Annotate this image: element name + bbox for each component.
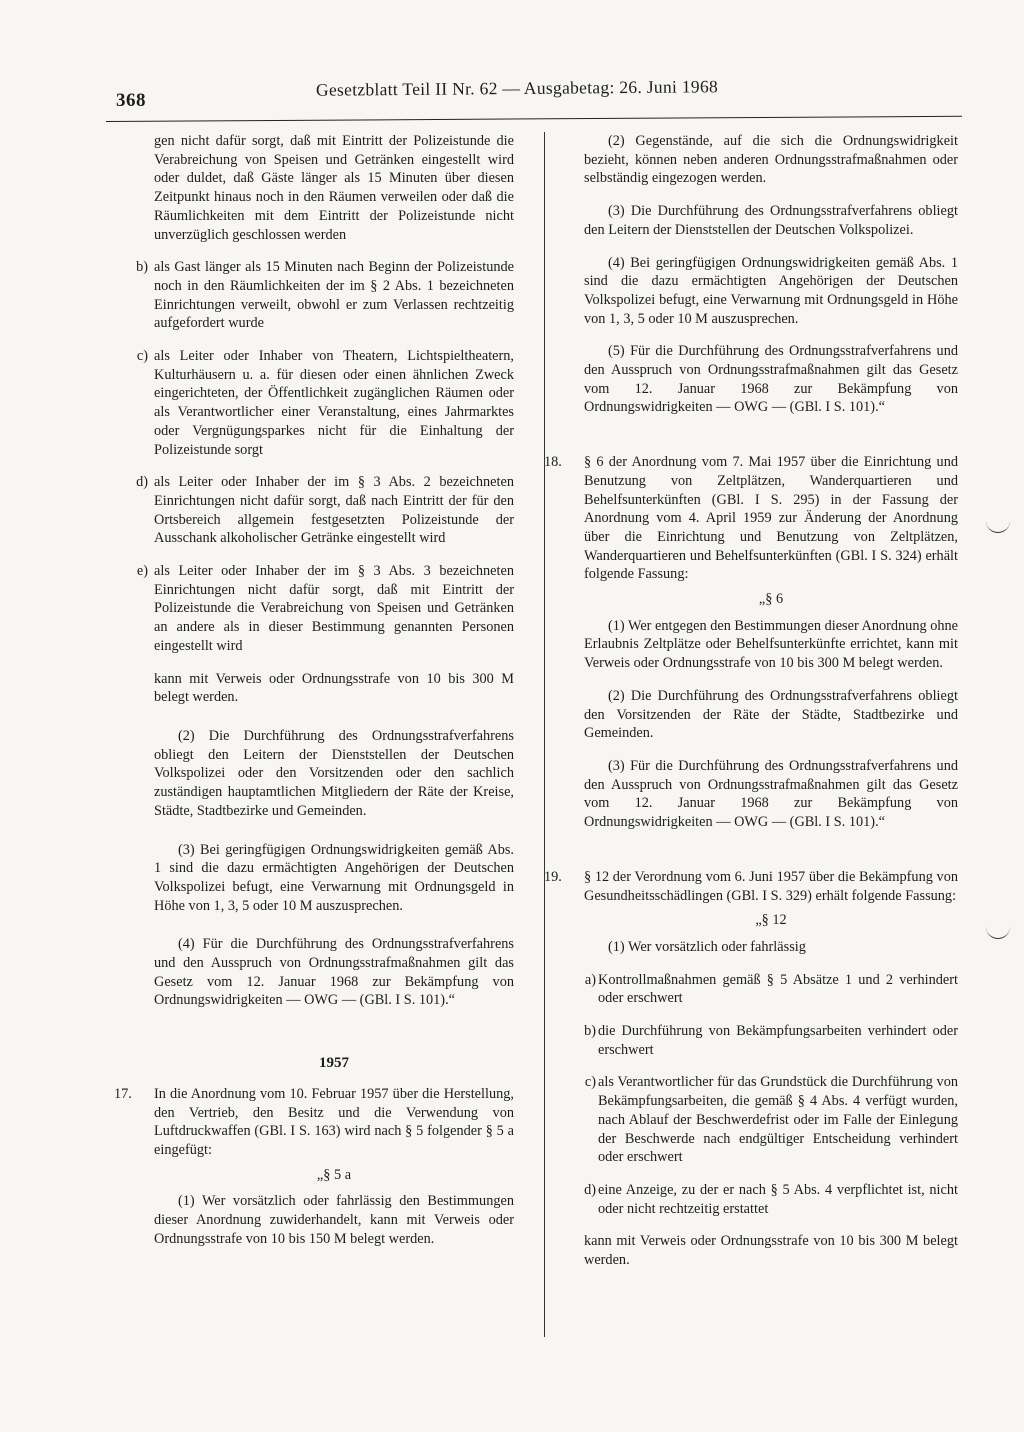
article-17 bbox=[114, 1085, 514, 1160]
item-label: e) bbox=[136, 563, 148, 580]
section-6-paragraph-1: (1) Wer entgegen den Bestimmungen dieser Anordnung ohne Erlaubnis Zeltplätze oder Behelfsunterkünfte errichtet, kann mit Verweis oder Ordnungsstrafe von 10 bis 300 M belegt werden. bbox=[584, 617, 958, 672]
item-text: eine Anzeige, zu der er nach § 5 Abs. 4 verpflichtet ist, nicht oder nicht rechtzeitig erstattet bbox=[598, 1181, 958, 1217]
page-header bbox=[0, 0, 1024, 130]
penalty-clause: kann mit Verweis oder Ordnungsstrafe von 10 bis 300 M belegt werden. bbox=[154, 670, 514, 706]
item-text: als Verantwortlicher für das Grundstück die Durchführung von Bekämpfungsarbeiten, die gemäß § 4 Abs. 4 verfügt wurden, nach Ablauf der Beschwerdefrist oder im Falle der Einlegung der Beschwerde nach endgültiger Entscheidung verhindert oder erschwert bbox=[598, 1074, 958, 1166]
item-label: c) bbox=[584, 1074, 596, 1091]
article-number: 19. bbox=[544, 868, 562, 885]
item-text: als Leiter oder Inhaber der im § 3 Abs. 2 bezeichneten Einrichtungen nicht dafür sorgt, daß nach Eintritt der für den Ortsbereich allgemein festgesetzten Polizeistunde der Ausschank alkoholischer Getränke eingestellt wird bbox=[154, 474, 514, 547]
section-heading-6: „§ 6 bbox=[758, 591, 784, 608]
continued-text: gen nicht dafür sorgt, daß mit Eintritt der Polizeistunde die Verabreichung von Speisen und Getränken eingestellt wird oder duldet, daß Gäste länger als 15 Minuten über diesen Zeitpunkt hinaus noch in den Räumen verweilen oder daß die Räumlichkeiten mit dem Eintritt der Polizeistunde nicht unverzüglich geschlossen werden bbox=[154, 133, 514, 243]
margin-mark bbox=[986, 518, 1010, 533]
page-number: 368 bbox=[116, 90, 146, 111]
article-19 bbox=[544, 868, 958, 905]
item-text: als Gast länger als 15 Minuten nach Beginn der Polizeistunde noch in den Räumlichkeiten der im § 2 Abs. 1 bezeichneten Einrichtungen verweilt, obwohl er zum Verlassen rechtzeitig aufgefordert wurde bbox=[154, 259, 514, 332]
list-item-d bbox=[584, 1181, 958, 1218]
penalty-clause: kann mit Verweis oder Ordnungsstrafe von 10 bis 300 M belegt werden. bbox=[584, 1233, 958, 1269]
margin-mark bbox=[986, 924, 1010, 939]
paragraph-2: (2) Die Durchführung des Ordnungsstrafverfahrens obliegt den Leitern der Dienststellen der Deutschen Volkspolizei oder den Vorsitzenden oder den sachlich zuständigen hauptamtlichen Mitgliedern der Räte der Kreise, Städte, Stadtbezirke und Gemeinden. bbox=[154, 727, 514, 819]
section-5a-paragraph-1: (1) Wer vorsätzlich oder fahrlässig den Bestimmungen dieser Anordnung zuwiderhandelt, kann mit Verweis oder Ordnungsstrafe von 10 bis 150 M belegt werden. bbox=[154, 1193, 514, 1247]
item-label: b) bbox=[584, 1023, 596, 1040]
article-text: § 12 der Verordnung vom 6. Juni 1957 über die Bekämpfung von Gesundheitsschädlingen (GBl. I S. 329) erhält folgende Fassung: bbox=[584, 868, 958, 904]
list-item-a bbox=[584, 971, 958, 1008]
year-heading: 1957 bbox=[319, 1055, 349, 1072]
section-heading-12: „§ 12 bbox=[755, 912, 787, 929]
section-12-paragraph-1: (1) Wer vorsätzlich oder fahrlässig bbox=[608, 938, 806, 955]
paragraph-2: (2) Gegenstände, auf die sich die Ordnungswidrigkeit bezieht, können neben anderen Ordnungsstrafmaßnahmen oder selbständig eingezogen werden. bbox=[584, 133, 958, 187]
paragraph-3: (3) Die Durchführung des Ordnungsstrafverfahrens obliegt den Leitern der Dienststellen der Deutschen Volkspolizei. bbox=[584, 203, 958, 238]
article-18 bbox=[544, 453, 958, 584]
section-6-paragraph-3: (3) Für die Durchführung des Ordnungsstrafverfahrens und den Ausspruch von Ordnungsstrafmaßnahmen gilt das Gesetz vom 12. Januar 1968 zur Bekämpfung von Ordnungswidrigkeiten — OWG — (GBl. I S. 101).“ bbox=[584, 757, 958, 831]
item-label: b) bbox=[136, 259, 148, 276]
paragraph-4: (4) Bei geringfügigen Ordnungswidrigkeiten gemäß Abs. 1 sind die dazu ermächtigten Angehörigen der Deutschen Volkspolizei befugt, eine Verwarnung mit Ordnungsgeld in Höhe von 1, 3, 5 oder 10 M auszusprechen. bbox=[584, 254, 958, 327]
article-text: In die Anordnung vom 10. Februar 1957 über die Herstellung, den Vertrieb, den Besitz und die Verwendung von Luftdruckwaffen (GBl. I S. 163) wird nach § 5 folgender § 5 a eingefügt: bbox=[154, 1085, 514, 1158]
item-text: als Leiter oder Inhaber von Theatern, Lichtspieltheatern, Kulturhäusern u. a. für diesen oder einen ähnlichen Zweck eingerichteten, der Öffentlichkeit zugänglichen Räumen oder als Verantwortlicher einer Veranstaltung, eines Jahrmarktes oder Vergnügungsparkes nicht für die Einhaltung der Polizeistunde sorgt bbox=[154, 348, 514, 458]
left-column bbox=[114, 132, 514, 1248]
column-divider bbox=[544, 132, 545, 1337]
right-column bbox=[544, 132, 958, 1270]
paragraph-4: (4) Für die Durchführung des Ordnungsstrafverfahrens und den Ausspruch von Ordnungsstrafmaßnahmen gilt das Gesetz vom 12. Januar 1968 zur Bekämpfung von Ordnungswidrigkeiten — OWG — (GBl. I S. 101).“ bbox=[154, 936, 514, 1009]
item-label: a) bbox=[584, 971, 596, 988]
list-item-e bbox=[136, 562, 514, 656]
article-number: 18. bbox=[544, 454, 562, 471]
article-text: § 6 der Anordnung vom 7. Mai 1957 über die Einrichtung und Benutzung von Zeltplätzen, Wanderquartieren und Behelfsunterkünften (GBl. I S. 295) in der Fassung der Anordnung vom 4. April 1959 zur Änderung der Anordnung über die Einrichtung und Benutzung von Zeltplätzen, Wanderquartieren und Behelfsunterkünften (GBl. I S. 324) erhält folgende Fassung: bbox=[584, 454, 958, 583]
item-text: die Durchführung von Bekämpfungsarbeiten verhindert oder erschwert bbox=[598, 1023, 958, 1058]
paragraph-3: (3) Bei geringfügigen Ordnungswidrigkeiten gemäß Abs. 1 sind die dazu ermächtigten Angehörigen der Deutschen Volkspolizei befugt, eine Verwarnung mit Ordnungsgeld in Höhe von 1, 3, 5 oder 10 M auszusprechen. bbox=[154, 841, 514, 914]
article-number: 17. bbox=[114, 1085, 132, 1102]
header-rule bbox=[106, 116, 962, 122]
section-heading-5a: „§ 5 a bbox=[316, 1166, 352, 1183]
section-6-paragraph-2: (2) Die Durchführung des Ordnungsstrafverfahrens obliegt den Vorsitzenden der Räte der Städte, Stadtbezirke und Gemeinden. bbox=[584, 687, 958, 742]
list-item-b bbox=[136, 258, 514, 333]
item-text: Kontrollmaßnahmen gemäß § 5 Absätze 1 und 2 verhindert oder erschwert bbox=[598, 971, 958, 1007]
list-item-d bbox=[136, 473, 514, 548]
item-label: d) bbox=[136, 474, 148, 491]
list-item-b bbox=[584, 1022, 958, 1059]
list-item-c bbox=[584, 1073, 958, 1167]
paragraph-5: (5) Für die Durchführung des Ordnungsstrafverfahrens und den Ausspruch von Ordnungsstrafmaßnahmen gilt das Gesetz vom 12. Januar 1968 zur Bekämpfung von Ordnungswidrigkeiten — OWG — (GBl. I S. 101).“ bbox=[584, 343, 958, 416]
item-label: c) bbox=[136, 348, 148, 365]
list-item-c bbox=[136, 347, 514, 459]
running-title: Gesetzblatt Teil II Nr. 62 — Ausgabetag: 26. Juni 1968 bbox=[315, 76, 719, 100]
item-text: als Leiter oder Inhaber der im § 3 Abs. 3 bezeichneten Einrichtungen nicht dafür sorgt, daß mit Eintritt der Polizeistunde die Verabreichung von Speisen und Getränken an andere als in dieser Bestimmung genannten Personen eingestellt wird bbox=[154, 563, 514, 654]
item-label: d) bbox=[584, 1181, 596, 1198]
